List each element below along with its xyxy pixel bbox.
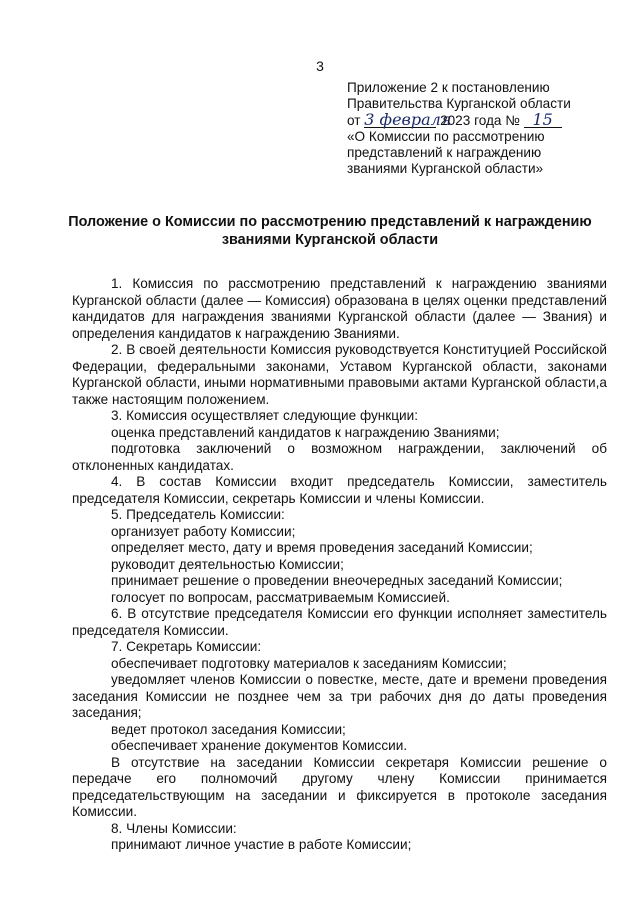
appendix-line-1: Приложение 2 к постановлению bbox=[347, 80, 550, 95]
appendix-header bbox=[347, 80, 637, 178]
paragraph: 4. В состав Комиссии входит председатель Комиссии, заместитель председателя Комиссии, секретарь Комиссии и члены Комиссии. bbox=[72, 474, 607, 506]
paragraph: обеспечивает хранение документов Комиссии. bbox=[111, 738, 408, 753]
paragraph: голосует по вопросам, рассматриваемым Комиссией. bbox=[111, 589, 450, 605]
document-body bbox=[72, 276, 607, 854]
paragraph: 2. В своей деятельности Комиссия руководствуется Конституцией Российской Федерации, федеральными законами, Уставом Курганской области, законами Курганской области, иными нормативными правовыми актами Курганской области,а также настоящим положением. bbox=[72, 342, 607, 407]
appendix-line-6: званиями Курганской области» bbox=[347, 161, 544, 177]
paragraph: 1. Комиссия по рассмотрению представлений к награждению званиями Курганской области (далее — Комиссия) образована в целях оценки представлений кандидатов для награждения званиями Курганской области (далее — Звания) и определения кандидатов к награждению Званиями. bbox=[72, 276, 607, 341]
appendix-line-3 bbox=[347, 109, 637, 129]
paragraph: подготовка заключений о возможном награждении, заключений об отклоненных кандидатах. bbox=[72, 441, 607, 473]
paragraph: 5. Председатель Комиссии: bbox=[111, 507, 285, 522]
paragraph: 8. Члены Комиссии: bbox=[111, 820, 237, 836]
paragraph: оценка представлений кандидатов к награждению Званиями; bbox=[111, 424, 500, 440]
paragraph: 3. Комиссия осуществляет следующие функции: bbox=[111, 408, 419, 423]
paragraph: В отсутствие на заседании Комиссии секретаря Комиссии решение о передаче его полномочий другому члену Комиссии принимается председательствующим на заседании и фиксируется в протоколе заседания Комиссии. bbox=[72, 754, 607, 819]
paragraph: определяет место, дату и время проведения заседаний Комиссии; bbox=[111, 540, 533, 555]
title-line-2: званиями Курганской области bbox=[221, 232, 439, 248]
paragraph: 6. В отсутствие председателя Комиссии его функции исполняет заместитель председателя Комиссии. bbox=[72, 606, 607, 638]
paragraph: руководит деятельностью Комиссии; bbox=[111, 556, 344, 572]
paragraph: принимает решение о проведении внеочередных заседаний Комиссии; bbox=[111, 573, 563, 588]
paragraph: 7. Секретарь Комиссии: bbox=[111, 639, 262, 654]
handwritten-date: 3 февраля bbox=[364, 109, 452, 129]
document-title bbox=[60, 213, 600, 249]
paragraph: уведомляет членов Комиссии о повестке, месте, дате и времени проведения заседания Комиссии не позднее чем за три рабочих дня до даты проведения заседания; bbox=[72, 672, 607, 720]
paragraph: ведет протокол заседания Комиссии; bbox=[111, 721, 346, 737]
title-line-1: Положение о Комиссии по рассмотрению представлений к награждению bbox=[68, 214, 592, 230]
paragraph: обеспечивает подготовку материалов к заседаниям Комиссии; bbox=[111, 655, 507, 671]
appendix-line-4: «О Комиссии по рассмотрению bbox=[347, 128, 545, 144]
appendix-line-2: Правительства Курганской области bbox=[347, 96, 571, 112]
paragraph: принимают личное участие в работе Комиссии; bbox=[111, 837, 412, 852]
paragraph: организует работу Комиссии; bbox=[111, 523, 296, 539]
appendix-year-text: 2023 года № bbox=[440, 112, 520, 128]
page-number: 3 bbox=[316, 58, 324, 74]
handwritten-number: 15 bbox=[524, 113, 562, 128]
appendix-from: от bbox=[347, 112, 361, 128]
appendix-line-5: представлений к награждению bbox=[347, 145, 542, 161]
